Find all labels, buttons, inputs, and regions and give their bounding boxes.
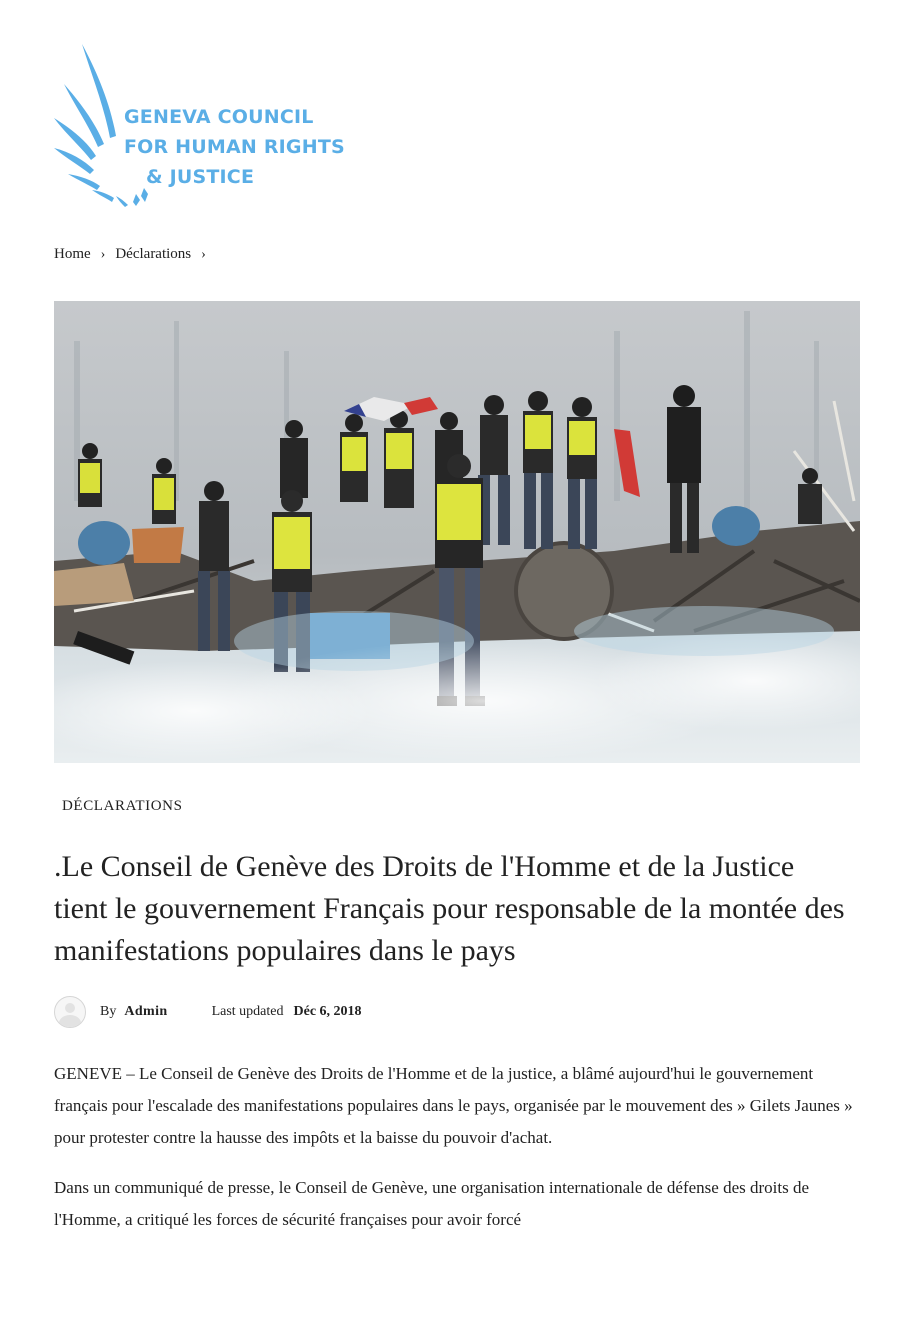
protest-photo [54, 301, 860, 763]
user-avatar-icon[interactable] [54, 996, 86, 1028]
logo-line-3: & JUSTICE [146, 166, 255, 188]
article-byline [54, 996, 362, 1028]
breadcrumb [54, 246, 206, 263]
site-logo[interactable] [52, 40, 345, 210]
article-body [54, 1058, 854, 1254]
article-category[interactable]: DÉCLARATIONS [62, 798, 183, 814]
logo-line-1: GENEVA COUNCIL [124, 106, 314, 128]
article-paragraph: Dans un communiqué de presse, le Conseil de Genève, une organisation internationale de défense des droits de l'Homme, a critiqué les forces de sécurité françaises pour avoir forcé [54, 1178, 810, 1229]
article-paragraph: GENEVE – Le Conseil de Genève des Droits de l'Homme et de la justice, a blâmé aujourd'hui le gouvernement français pour l'escalade des manifestations populaires dans le pays, organisée par le mouvement des » Gilets Jaunes » pour protester contre la hausse des impôts et la baisse du pouvoir d'achat. [54, 1064, 853, 1147]
article-hero-image [54, 301, 860, 763]
chevron-right-icon: › [201, 246, 206, 262]
chevron-right-icon: › [100, 246, 106, 262]
logo-line-2: FOR HUMAN RIGHTS [124, 136, 345, 158]
byline-by-label: By [100, 1004, 117, 1019]
author-link[interactable]: Admin [124, 1004, 168, 1019]
breadcrumb-home-link[interactable]: Home [54, 246, 91, 262]
last-updated-label: Last updated [211, 1004, 284, 1019]
article-title: .Le Conseil de Genève des Droits de l'Homme et de la Justice tient le gouvernement Français pour responsable de la montée des manifestations populaires dans le pays [54, 850, 845, 967]
last-updated-date: Déc 6, 2018 [293, 1004, 362, 1019]
logo-wordmark [124, 102, 345, 192]
breadcrumb-declarations-link[interactable]: Déclarations [115, 246, 192, 262]
